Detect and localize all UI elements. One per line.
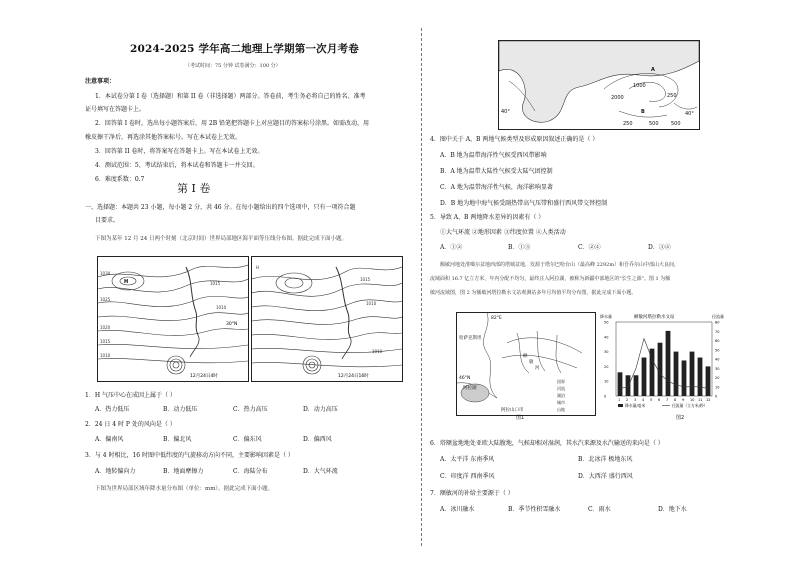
precip-bar [618,372,623,396]
precip-bar [706,366,711,396]
q2-option-a[interactable]: A．偏南风 [95,436,124,443]
map1-lat-label: 30°N [226,322,238,327]
exam-info: （考试时间：75 分钟 试卷满分：100 分） [185,63,281,69]
svg-text:1015: 1015 [210,281,221,286]
left-axis-tick: 0 [604,394,607,399]
month-tick-label: 8 [674,398,677,402]
right-column [430,0,760,562]
q6-option-b[interactable]: B．北冰洋 极地东风 [578,456,633,463]
q4-option-c[interactable]: C．A 地为温带海洋性气候，海洋影响显著 [440,184,553,191]
svg-text:1010: 1010 [100,353,111,358]
tarim-paragraph-1: 额敏河地处准噶尔盆地西部的塔城盆地，发源于塔尔巴哈台山（最高峰 2292m）和吾乔尔山中部山大良间， [440,262,680,268]
right-axis-tick: 30 [715,366,720,371]
q2-option-b[interactable]: B．偏北风 [163,436,192,443]
left-axis-tick: 30 [604,350,609,355]
q6-option-a[interactable]: A．太平洋 东南季风 [440,456,495,463]
month-tick-label: 3 [634,398,637,402]
left-axis-tick: 20 [604,364,609,369]
precip-bar [650,349,655,396]
instruction: 一、选择题：本题共 23 小题，每小题 2 分，共 46 分。在每小题给出的四个选项中，只有一项符合题 [85,204,356,211]
right-axis-tick: 60 [715,339,720,343]
right-axis-tick: 20 [715,376,720,380]
svg-text:H: H [256,265,260,270]
q7-option-d[interactable]: D．地下水 [658,506,687,513]
month-tick-label: 7 [666,398,669,402]
svg-text:1015: 1015 [360,277,371,282]
isohyet-500b: 500 [671,121,681,127]
q5-option-b[interactable]: B．①③ [508,244,531,251]
pressure-map-16h [251,256,403,382]
note-4: 4．测试范围：5、考试结束后，将本试卷和答题卡一并交回。 [95,162,259,169]
chart-left-axis-label: 降水量 [600,314,612,319]
precip-bar [682,360,687,396]
note-6: 6．难度系数：0.7 [95,176,145,183]
month-tick-label: 6 [658,398,661,402]
legend-lake: 湖泊 [557,393,565,398]
right-axis-tick: 80 [715,320,720,325]
right-axis-tick: 0 [715,394,718,399]
q6-option-d[interactable]: D．大西洋 盛行西风 [578,473,633,480]
precipitation-map [498,40,700,130]
q1-option-b[interactable]: B．动力低压 [163,406,198,413]
q3-option-a[interactable]: A．地转偏向力 [95,468,136,475]
right-axis-tick: 10 [715,385,720,390]
precip-bar [698,358,703,396]
left-column [85,0,415,562]
basin-longitude: 82°E [491,316,502,321]
pressure-map-4h [97,256,249,382]
basin-river-3: 河 [535,366,540,371]
right-axis-tick: 40 [715,357,720,362]
lat-left: 40° [501,109,510,115]
month-tick-label: 10 [690,398,695,402]
left-axis-tick: 50 [604,320,609,325]
question-2: 2．24 日 4 时 P 处的风向是（ ） [85,421,176,428]
precip-bar [674,352,679,396]
legend-city: 城市 [557,400,565,405]
month-tick-label: 1 [618,398,621,402]
q7-option-b[interactable]: B．季节性积雪融水 [508,506,561,513]
svg-text:B: B [641,109,645,115]
q2-option-d[interactable]: D．偏西风 [303,436,332,443]
q1-option-d[interactable]: D．动力高压 [303,406,338,413]
question-4: 4．图中关于 A、B 两地气候类型及形成原因叙述正确的是（ ） [430,136,599,143]
q1-option-c[interactable]: C．热力高压 [233,406,268,413]
isohyet-250: 250 [667,93,677,99]
note-2b: 橡皮擦干净后，再选涂其他答案标号。写在本试卷上无效。 [85,134,242,141]
month-tick-label: 2 [626,398,629,402]
month-tick-label: 11 [698,398,703,402]
isohyet-250b: 250 [623,121,633,127]
note-1b: 证号填写在答题卡上。 [85,106,146,113]
column-divider [421,28,422,546]
svg-text:1010: 1010 [216,305,227,310]
legend-bar-swatch [618,404,623,407]
question-3: 3．与 4 时相比，16 时图中低纬度的气旋移动方向不同，主要影响因素是（ ） [85,452,294,459]
left-axis-tick: 10 [604,379,609,384]
svg-text:1010: 1010 [366,301,377,306]
chart-title: 额敏河塔拉勒水文站 [634,315,675,320]
note-3: 3．回答第 II 卷时，将答案写在答题卡上。写在本试卷上无效。 [95,148,264,155]
right-axis-tick: 70 [715,329,720,334]
question-5: 5．导致 A、B 两地降水差异的因素有（ ） [430,214,545,221]
precip-bar [642,358,647,396]
q7-option-a[interactable]: A．冰川融水 [440,506,475,513]
svg-text:1015: 1015 [100,339,111,344]
q6-option-c[interactable]: C．印度洋 西南季风 [440,473,495,480]
basin-city: 阿拉山口市 [501,408,524,413]
map1-high-label: H [124,279,129,285]
map-intro: 下图为某年 12 月 24 日两个时刻（北京时间）世界局部地区海平面等压线分布图。据此完成下面小题。 [95,236,347,242]
basin-map [456,312,596,416]
precip-bar [690,352,695,396]
legend-river: 河流 [557,386,565,391]
month-tick-label: 4 [642,398,645,402]
legend-border: 国界 [557,379,565,384]
hydro-chart [600,312,732,414]
notes-heading: 注意事项： [85,78,116,85]
isohyet-2000: 2000 [611,95,624,101]
precip-bar [626,375,631,396]
q3-option-c[interactable]: C．海陆分布 [233,468,268,475]
fig1-caption: 图1 [516,415,525,421]
precip-bar [666,331,671,396]
precip-bar [634,375,639,396]
svg-text:1010: 1010 [372,349,383,354]
q3-option-b[interactable]: B．地面摩擦力 [163,468,204,475]
precip-bar [658,343,663,396]
q4-option-a[interactable]: A．B 地为温带海洋性气候受西风带影响 [440,152,547,159]
basin-river-2: 敏 [529,360,534,365]
q5-items: ①大气环流 ②地形因素 ③纬度位置 ④人类活动 [440,229,566,236]
instruction-2: 目要求。 [95,217,120,224]
fig2-caption: 图2 [676,415,685,421]
rain-intro: 下图为世界局部区域年降水量分布图（单位：mm）。据此完成下面小题。 [95,486,274,492]
chart-legend-precip: 降水量/毫米 [625,403,646,408]
isohyet-1000: 1000 [633,83,646,89]
isohyet-500a: 500 [649,121,659,127]
note-1: 1．本试卷分第 I 卷（选择题）和第 II 卷（非选择题）两部分。答卷前，考生务必将自己的姓名、准考 [95,93,366,100]
lat-right: 40° [685,111,694,117]
q7-option-c[interactable]: C．雨水 [588,506,611,513]
chart-plot-frame [616,322,712,396]
q5-option-d[interactable]: D．③④ [648,244,671,251]
q1-option-a[interactable]: A．热力低压 [95,406,130,413]
left-axis-tick: 40 [604,335,609,340]
month-tick-label: 5 [650,398,653,402]
svg-text:1030: 1030 [100,271,111,276]
svg-text:1025: 1025 [100,297,111,302]
map1-time-label: 12月24日4时 [190,374,218,379]
basin-latitude: 46°N [459,376,471,381]
svg-text:1020: 1020 [100,325,111,330]
month-tick-label: 9 [682,398,685,402]
map2-time-label: 12月24日16时 [338,374,369,379]
svg-text:A: A [651,67,655,73]
chart-right-axis-label: 径流量 [712,314,724,319]
q2-option-c[interactable]: C．偏东风 [233,436,262,443]
q4-option-d[interactable]: D．B 地为地中海气候受副热带高气压带和盛行西风带交替控制 [440,200,608,207]
tarim-paragraph-3: 敏河流域图，图 2 为额敏河塔拉勒水文站观测站多年月均值平均分布图，据此完成下面小题。 [430,290,637,296]
basin-lake: 阿拉湖 [463,386,477,391]
runoff-series-line [620,339,708,389]
q4-option-b[interactable]: B．A 地为温带大陆性气候受大陆气团控制 [440,168,553,175]
basin-river-1: 额 [523,354,528,359]
tarim-paragraph-2: 流域面积 16.7 亿立方米，年内分配不均匀，最终注入阿拉湖，被称为新疆中部地区的"长生之源"。图 1 为额 [430,276,671,282]
right-axis-tick: 50 [715,348,720,353]
chart-legend-runoff: 径流量（立方米/秒） [672,403,708,408]
question-7: 7．额敏河的补给主要源于（ ） [430,490,514,497]
basin-kazakhstan: 哈萨克斯坦 [459,336,482,341]
month-tick-label: 12 [706,398,711,402]
legend-mountain: 山地 [557,407,565,412]
question-6: 6．塔额盆地地处亚欧大陆腹地，气候却相对湿润，其水汽来源及水汽输送的来向是（ ） [430,440,664,447]
question-1: 1．H 气压中心在成因上属于（ ） [85,392,176,399]
section-title: 第 I 卷 [177,182,211,195]
note-2: 2．回答第 I 卷时，选出每小题答案后，用 2B 铅笔把答题卡上对应题目的答案标号涂黑。如需改动，用 [95,120,370,127]
q5-option-c[interactable]: C．②④ [578,244,601,251]
q5-option-a[interactable]: A．①② [440,244,463,251]
q3-option-d[interactable]: D．大气环流 [303,468,338,475]
page-title: 2024-2025 学年高二地理上学期第一次月考卷 [130,43,359,55]
